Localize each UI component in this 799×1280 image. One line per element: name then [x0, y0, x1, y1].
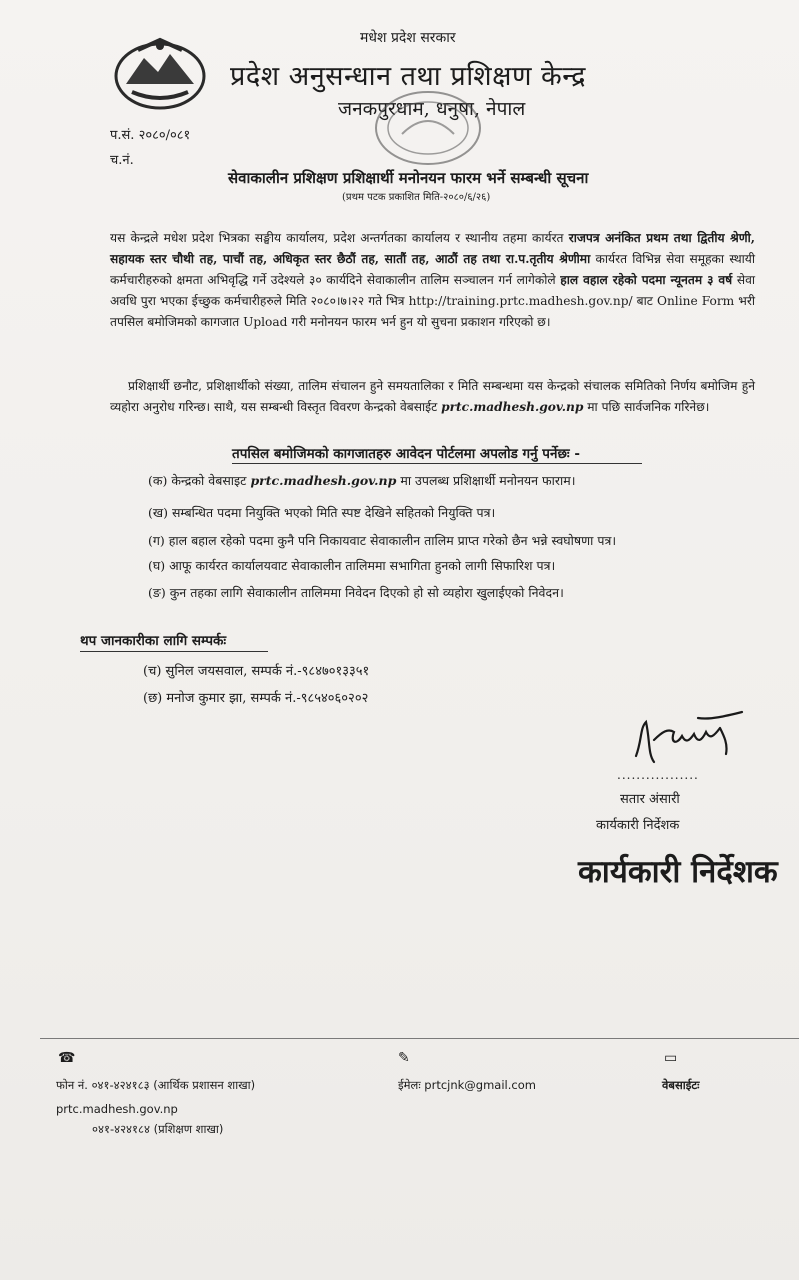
item1-text-a: (क) केन्द्रको वेबसाइट: [148, 473, 247, 488]
documents-heading: तपसिल बमोजिमको कागजातहरु आवेदन पोर्टलमा अपलोड गर्नु पर्नेछः -: [232, 446, 580, 462]
handwritten-signature: [628, 710, 748, 772]
footer-email[interactable]: ईमेलः prtcjnk@gmail.com: [398, 1078, 536, 1092]
signatory-name: सतार अंसारी: [620, 792, 680, 807]
p2-text-b: मा पछि सार्वजनिक गरिनेछ।: [587, 400, 710, 414]
signatory-designation: कार्यकारी निर्देशक: [596, 818, 680, 833]
document-item-1: [148, 472, 575, 489]
organization-name: प्रदेश अनुसन्धान तथा प्रशिक्षण केन्द्र: [230, 61, 586, 92]
item1-website-link[interactable]: prtc.madhesh.gov.np: [250, 473, 397, 488]
dispatch-number: च.नं.: [110, 153, 134, 168]
p1-text-bold-ranks: राजपत्र अनंकित प्रथम तथा द्वितीय श्रेणी, सहायक स्तर चौथी तह, पाचौं तह, अधिकृत स्तर छैठौं तह, सातौं तह, आठौं तह तथा रा.प.तृतीय श्रेणीमा: [110, 231, 756, 266]
reference-number: प.सं. २०८०/०८१: [110, 128, 191, 143]
document-item-5: (ङ) कुन तहका लागि सेवाकालीन तालिममा निवेदन दिएको हो सो व्यहोरा खुलाईएको निवेदन।: [148, 585, 564, 600]
designation-stamp: कार्यकारी निर्देशक: [578, 854, 778, 890]
notice-publish-date: (प्रथम पटक प्रकाशित मिति-२०८०/६/२६): [342, 192, 491, 203]
document-item-3: (ग) हाल बहाल रहेको पदमा कुनै पनि निकायवाट सेवाकालीन तालिम प्राप्त गरेको छैन भन्ने स्वघोषणा पत्र।: [148, 533, 617, 548]
notice-paragraph-1: [110, 228, 755, 333]
contact-person-1: (च) सुनिल जयसवाल, सम्पर्क नं.-९८४७०१३३५१: [143, 664, 370, 679]
footer-website[interactable]: prtc.madhesh.gov.np: [56, 1102, 178, 1116]
contact-person-2: (छ) मनोज कुमार झा, सम्पर्क नं.-९८५४०६०२०२: [143, 691, 369, 706]
footer-divider: [40, 1038, 799, 1039]
footer-phone-2: ०४१-४२४१८४ (प्रशिक्षण शाखा): [92, 1122, 224, 1136]
document-item-4: (घ) आफू कार्यरत कार्यालयवाट सेवाकालीन तालिममा सभागिता हुनको लागी सिफारिश पत्र।: [148, 558, 556, 573]
office-seal-stamp: [372, 88, 484, 168]
footer-website-label: वेबसाईटः: [662, 1078, 700, 1092]
p1-text-c: कार्यरत विभिन्न सेवा समूहका स्थायी कर्मचारीहरुको क्षमता अभिवृद्धि गर्ने उदेश्यले ३० कार्यदिने सेवाकालीन तालिम सञ्चालन गर्न लागेकोले: [110, 252, 755, 287]
p1-text-bold-service: हाल वहाल रहेको पदमा न्यूनतम ३ वर्ष: [560, 273, 733, 287]
p1-text-a: यस केन्द्रले मधेश प्रदेश भित्रका सङ्घीय कार्यालय, प्रदेश अन्तर्गतका कार्यालय र स्थानीय तहमा कार्यरत: [110, 231, 564, 245]
organization-location: जनकपुरधाम, धनुषा, नेपाल: [338, 98, 526, 120]
footer-phone-1: फोन नं. ०४१-४२४१८३ (आर्थिक प्रशासन शाखा): [56, 1078, 256, 1092]
documents-heading-underline: [232, 463, 642, 464]
item1-text-b: मा उपलब्ध प्रशिक्षार्थी मनोनयन फाराम।: [400, 473, 576, 488]
phone-icon: ☎: [58, 1050, 76, 1066]
contact-heading: थप जानकारीका लागि सम्पर्कः: [80, 633, 227, 649]
p2-text-a: प्रशिक्षार्थी छनौट, प्रशिक्षार्थीको संख्या, तालिम संचालन हुने समयतालिका र मिति सम्बन्धमा यस केन्द्रको संचालक समितिको निर्णय बमोजिम हुने व्यहोरा अनुरोध गरिन्छ। साथै, यस सम्बन्धी विस्तृत विवरण केन्द्रको वेबसाईट: [110, 379, 755, 414]
nepal-emblem-logo: [108, 32, 212, 112]
p1-text-e: सेवा अवधि पुरा भएका ईच्छुक कर्मचारीहरुले मिति २०८०।७।२२ गते भित्र http://training.prtc.madhesh.gov.np/ बाट Online Form भरी तपसिल बमोजिमको कागजात Upload गरी मनोनयन फारम भर्न हुन यो सुचना प्रकाशन गरिएको छ।: [110, 273, 755, 329]
notice-title: सेवाकालीन प्रशिक्षण प्रशिक्षार्थी मनोनयन फारम भर्ने सम्बन्धी सूचना: [228, 169, 589, 187]
p2-website-link[interactable]: prtc.madhesh.gov.np: [441, 400, 584, 414]
signature-line: .................: [617, 768, 699, 782]
contact-heading-underline: [80, 651, 268, 652]
pen-icon: ✎: [398, 1050, 410, 1066]
computer-icon: ▭: [664, 1050, 678, 1066]
document-item-2: (ख) सम्बन्धित पदमा नियुक्ति भएको मिति स्पष्ट देखिने सहितको नियुक्ति पत्र।: [148, 505, 496, 520]
government-name: मधेश प्रदेश सरकार: [360, 30, 456, 46]
notice-paragraph-2: [110, 376, 755, 418]
